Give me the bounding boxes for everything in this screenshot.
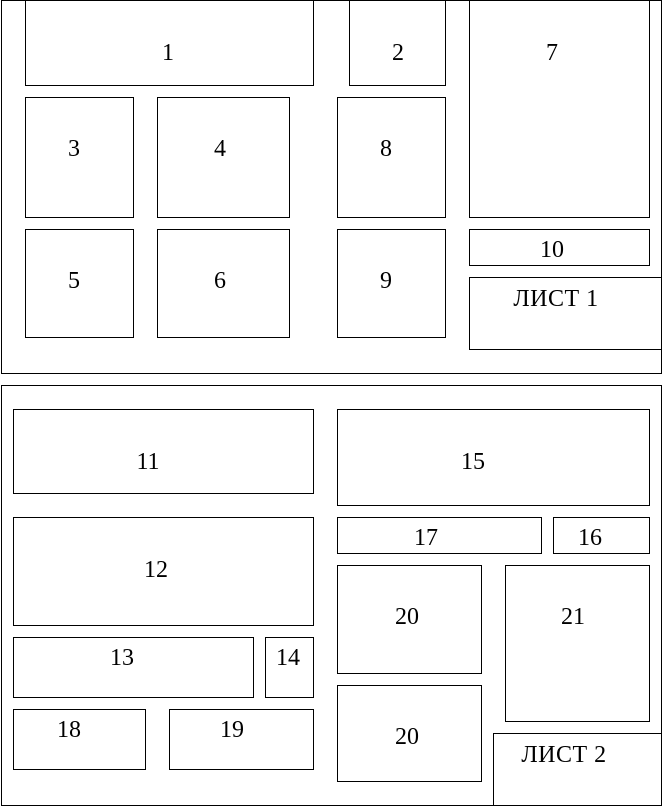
panel-1-label: 1: [162, 40, 174, 66]
panel-20-lower: [337, 685, 482, 782]
panel-20-lower-label: 20: [395, 724, 419, 750]
panel-14-label: 14: [276, 645, 300, 671]
panel-14: [265, 637, 314, 698]
panel-9: [337, 229, 446, 338]
panel-16-label: 16: [578, 525, 602, 551]
panel-10: [469, 229, 650, 266]
panel-10-label: 10: [540, 237, 564, 263]
panel-3: [25, 97, 134, 218]
sheet-1-label: ЛИСТ 1: [513, 286, 599, 312]
panel-12: [13, 517, 314, 626]
panel-18-label: 18: [57, 717, 81, 743]
sheet-2-title-block: [493, 733, 662, 806]
panel-18: [13, 709, 146, 770]
sheet-1-title-block: [469, 277, 662, 350]
panel-2: [349, 0, 446, 86]
panel-15-label: 15: [461, 449, 485, 475]
panel-3-label: 3: [68, 136, 80, 162]
panel-20-upper: [337, 565, 482, 674]
panel-2-label: 2: [392, 40, 404, 66]
panel-19-label: 19: [220, 717, 244, 743]
panel-5: [25, 229, 134, 338]
sheet-2-label: ЛИСТ 2: [521, 742, 607, 768]
panel-16: [553, 517, 650, 554]
panel-5-label: 5: [68, 268, 80, 294]
panel-12-label: 12: [144, 557, 168, 583]
panel-13: [13, 637, 254, 698]
panel-11: [13, 409, 314, 494]
panel-21-label: 21: [561, 604, 585, 630]
panel-17: [337, 517, 542, 554]
panel-15: [337, 409, 650, 506]
panel-13-label: 13: [110, 645, 134, 671]
panel-7: [469, 0, 650, 218]
panel-8: [337, 97, 446, 218]
panel-17-label: 17: [414, 525, 438, 551]
panel-19: [169, 709, 314, 770]
panel-21: [505, 565, 650, 722]
panel-7-label: 7: [546, 40, 558, 66]
panel-6: [157, 229, 290, 338]
panel-20-upper-label: 20: [395, 604, 419, 630]
panel-4-label: 4: [214, 136, 226, 162]
panel-1: [25, 0, 314, 86]
panel-4: [157, 97, 290, 218]
panel-11-label: 11: [136, 449, 160, 475]
panel-6-label: 6: [214, 268, 226, 294]
panel-8-label: 8: [380, 136, 392, 162]
panel-9-label: 9: [380, 268, 392, 294]
